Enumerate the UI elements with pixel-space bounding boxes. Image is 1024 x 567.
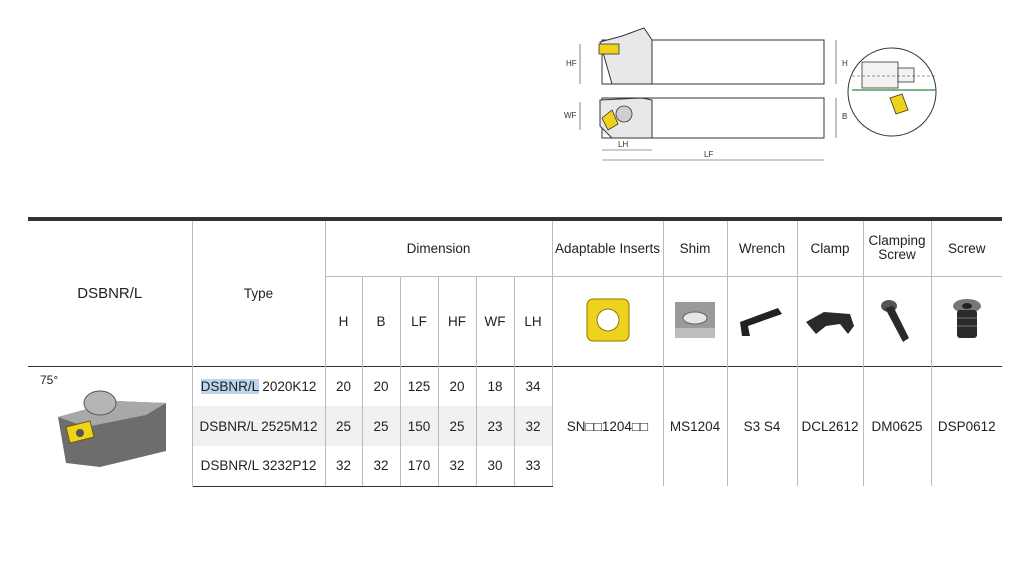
type-prefix: DSBNR/L xyxy=(199,418,258,434)
cell-b: 25 xyxy=(362,406,400,446)
tool-holder-drawing xyxy=(552,18,1022,188)
cell-wf: 23 xyxy=(476,406,514,446)
dim-col-lh: LH xyxy=(514,276,552,366)
cell-b: 20 xyxy=(362,366,400,406)
shim-code: MS1204 xyxy=(663,366,727,486)
dim-col-hf: HF xyxy=(438,276,476,366)
screw-header: Screw xyxy=(947,240,986,256)
clamp-icon xyxy=(802,300,858,340)
shim-icon xyxy=(673,298,717,342)
cell-h: 25 xyxy=(325,406,362,446)
shim-image-cell xyxy=(663,276,727,366)
cell-lh: 32 xyxy=(514,406,552,446)
label-b: B xyxy=(842,112,848,121)
cell-h: 32 xyxy=(325,446,362,486)
detail-view xyxy=(848,48,936,136)
dim-col-lf: LF xyxy=(400,276,438,366)
cell-wf: 18 xyxy=(476,366,514,406)
tool-illustration-cell xyxy=(28,366,192,486)
cell-h: 20 xyxy=(325,366,362,406)
screw-icon xyxy=(947,296,987,344)
cell-lh: 34 xyxy=(514,366,552,406)
screw-code: DSP0612 xyxy=(937,418,996,434)
tool-holder-image xyxy=(56,381,176,471)
dimension-header: Dimension xyxy=(325,221,552,276)
insert-top xyxy=(599,44,619,54)
approach-angle: 75° xyxy=(40,372,59,387)
wrench-header: Wrench xyxy=(727,221,797,276)
cell-b: 32 xyxy=(362,446,400,486)
dim-col-wf: WF xyxy=(476,276,514,366)
type-suffix: 2020K12 xyxy=(258,378,317,394)
label-hf: HF xyxy=(566,59,577,68)
label-h: H xyxy=(842,59,848,68)
square-insert-icon xyxy=(583,295,633,345)
type-suffix: 2525M12 xyxy=(257,418,318,434)
dim-col-b: B xyxy=(362,276,400,366)
screw-image-cell xyxy=(931,276,1002,366)
adaptable-inserts-header: Adaptable Inserts xyxy=(552,221,663,276)
clamp-image-cell xyxy=(797,276,863,366)
cell-lh: 33 xyxy=(514,446,552,486)
clamping-screw-icon xyxy=(877,296,917,344)
wrench-image-cell xyxy=(727,276,797,366)
label-lh: LH xyxy=(618,140,629,149)
table-row xyxy=(28,366,1002,406)
label-lf: LF xyxy=(704,150,714,159)
type-cell xyxy=(192,446,325,486)
cell-hf: 32 xyxy=(438,446,476,486)
type-suffix: 3232P12 xyxy=(258,458,317,474)
cell-hf: 25 xyxy=(438,406,476,446)
insert-image-cell xyxy=(552,276,663,366)
model-name: DSBNR/L xyxy=(28,221,192,366)
cell-hf: 20 xyxy=(438,366,476,406)
cell-lf: 125 xyxy=(400,366,438,406)
clamp-code: DCL2612 xyxy=(797,366,863,486)
clamp-header: Clamp xyxy=(797,221,863,276)
shim-header: Shim xyxy=(663,221,727,276)
clamping-screw-header: Clamping Screw xyxy=(863,221,931,276)
type-prefix: DSBNR/L xyxy=(200,458,259,474)
insert-code: SN□□1204□□ xyxy=(552,366,663,486)
cell-lf: 150 xyxy=(400,406,438,446)
label-wf: WF xyxy=(564,111,577,120)
type-header: Type xyxy=(192,221,325,366)
type-cell xyxy=(192,366,325,406)
wrench-icon xyxy=(734,300,790,340)
cell-wf: 30 xyxy=(476,446,514,486)
clamping-screw-image-cell xyxy=(863,276,931,366)
spec-table xyxy=(28,217,1002,487)
dim-col-h: H xyxy=(325,276,362,366)
clamping-screw-code: DM0625 xyxy=(863,366,931,486)
type-prefix-highlighted: DSBNR/L xyxy=(200,378,259,394)
cell-lf: 170 xyxy=(400,446,438,486)
type-cell xyxy=(192,406,325,446)
wrench-code: S3 S4 xyxy=(727,366,797,486)
holder-head-top xyxy=(600,28,652,84)
